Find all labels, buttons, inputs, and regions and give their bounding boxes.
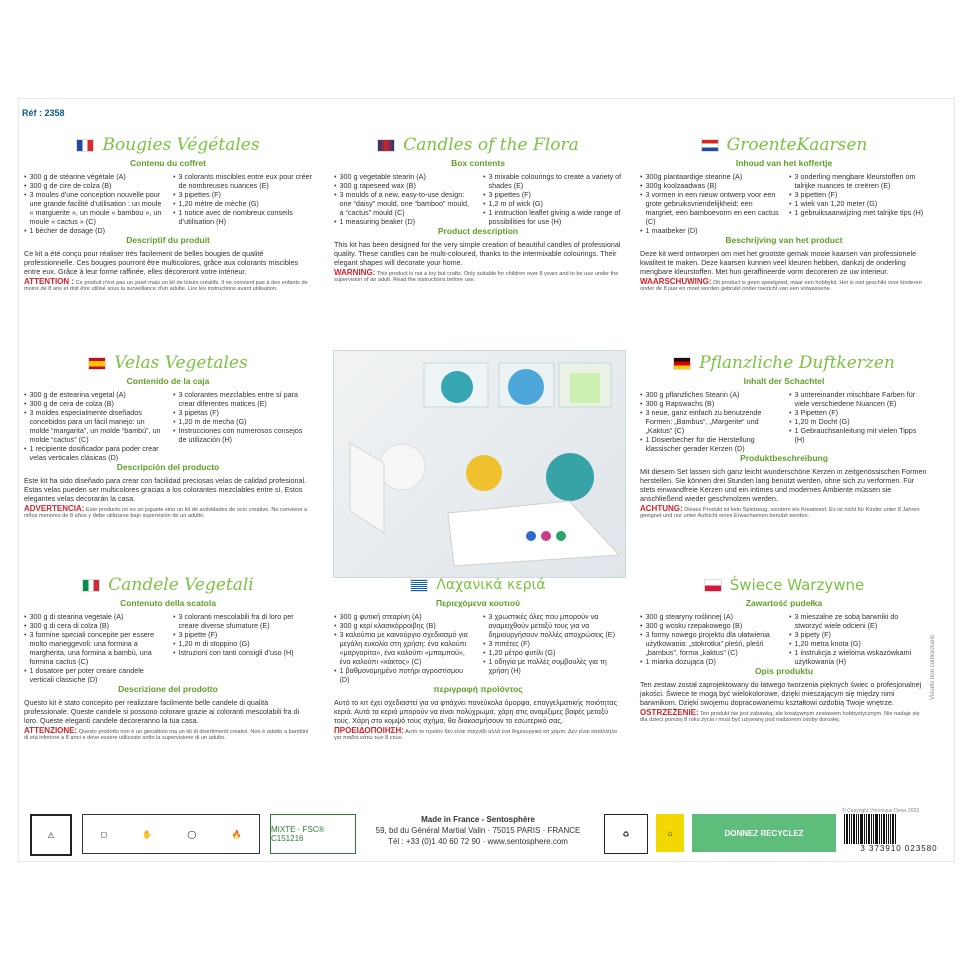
description-title: Descriptif du produit bbox=[126, 235, 210, 245]
list-item: • 3 colorantes mezclables entre sí para crear diferentes matices (E) bbox=[173, 390, 312, 408]
list-item: • 1,20 m Docht (G) bbox=[789, 417, 928, 426]
section-title: Candles of the Flora bbox=[403, 134, 579, 155]
list-item: • 1 gebruiksaanwijzing met talrijke tips (H) bbox=[789, 208, 928, 217]
description-title: περιγραφή προϊόντος bbox=[433, 684, 523, 694]
list-item: • 1 wiek van 1,20 meter (G) bbox=[789, 199, 928, 208]
list-item: • 1 Dosierbecher für die Herstellung klassischer gerader Kerzen (D) bbox=[640, 435, 779, 453]
warning-text: Dit product is geen speelgoed, maar een hobbykit. Het is niet geschikt voor kinderen onder de 8 jaar en moet worden gebruikt onder toezicht van een volwassene. bbox=[640, 280, 922, 293]
warning-label: ACHTUNG: bbox=[640, 504, 683, 513]
list-item: • 1,20 mètre de mèche (G) bbox=[173, 199, 312, 208]
fire-icon: 🔥 bbox=[231, 829, 242, 839]
section-title: Velas Vegetales bbox=[114, 352, 248, 373]
warning bbox=[640, 279, 928, 293]
list-item: • 3 untereinander mischbare Farben für viele verschiedene Nuancen (E) bbox=[789, 390, 928, 408]
section-fr bbox=[24, 132, 312, 296]
list-item: • Istruzioni con tanti consigli d’uso (H) bbox=[173, 648, 312, 657]
list-item: • 3 moulds of a new, easy-to-use design: one “daisy” mould, one “bamboo” mould, a “cactus” mould (C) bbox=[334, 190, 473, 217]
section-subtitle: Inhalt der Schachtel bbox=[743, 376, 825, 386]
list-item: • 3 moules d’une conception nouvelle pour une grande facilité d’utilisation : un moule « marguerite », un moule « bambou », un moule « cactus » (C) bbox=[24, 190, 163, 226]
warning-label: ΠΡΟΕΙΔΟΠΟΙΗΣΗ: bbox=[334, 726, 404, 735]
description-title: Descripción del producto bbox=[116, 462, 220, 472]
list-item: • 300 g de cera de colza (B) bbox=[24, 399, 163, 408]
list-item: • 300 g di cera di colza (B) bbox=[24, 621, 163, 630]
description-text: Ten zestaw został zaprojektowany do łatwego tworzenia pięknych świec o profesjonalnej jakości. Świece te mogą być wielokolorowe, dzięki mieszającym się między nimi barwnikom. Dzięki swojemu dopracowanemu kształtowi ozdobią Twoje wnętrze. bbox=[640, 680, 922, 707]
warning bbox=[640, 506, 928, 520]
list-item: • 300 g vegetable stearin (A) bbox=[334, 172, 473, 181]
list-item: • 3 formy nowego projektu dla ułatwienia użytkowania: „stokrotka” pleśń, pleśń „bambus”, forma „kaktus” (C) bbox=[640, 630, 779, 657]
section-title: Pflanzliche Duftkerzen bbox=[699, 352, 895, 373]
list-item: • 300 g di stearina vegetale (A) bbox=[24, 612, 163, 621]
fsc-badge: MIXTE · FSC® C151216 bbox=[270, 814, 356, 854]
list-item: • 300g koolzaadwas (B) bbox=[640, 181, 779, 190]
recycle-icon: ♻ bbox=[604, 814, 648, 854]
footer bbox=[26, 814, 956, 860]
list-item: • 3 mixable colourings to create a variety of shades (E) bbox=[483, 172, 622, 190]
gloves-icon: ✋ bbox=[142, 829, 153, 839]
description-title: Product description bbox=[437, 226, 519, 236]
list-item: • 300 g wosku rzepakowego (B) bbox=[640, 621, 779, 630]
barcode bbox=[844, 814, 954, 856]
flag-fr-icon bbox=[76, 139, 94, 152]
warning-label: ADVERTENCIA: bbox=[24, 504, 85, 513]
section-subtitle: Contenido de la caja bbox=[126, 376, 210, 386]
list-item: • 3 pipetten (F) bbox=[789, 190, 928, 199]
warning-label: ATTENTION : bbox=[24, 277, 75, 286]
flag-gr-icon bbox=[410, 579, 428, 592]
list-item: • 1,2 m of wick (G) bbox=[483, 199, 622, 208]
list-item: • 3 vormen in een nieuw ontwerp voor een grote gebruiksvriendelijkheid: een margriet, een bamboevorm en een cactus (C) bbox=[640, 190, 779, 226]
description-title: Descrizione del prodotto bbox=[118, 684, 218, 694]
barcode-bars bbox=[844, 814, 954, 844]
list-item: • 1,20 μέτρο φυτίλι (G) bbox=[483, 648, 622, 657]
description-text: Αυτό το κιτ έχει σχεδιαστεί για να φτιάχνει πανεύκολα όμορφα, επαγγελματικής ποιότητας κεριά. Αυτά τα κεριά μπορούν να είναι πολύχρωμα, χάρη στις αναμίξιμες βαφές μεταξύ τους. Χάρη στο κομψό τους σχήμα, θα διακοσμήσουν το εσωτερικό σας. bbox=[334, 698, 618, 725]
list-item: • 1 dosatore per poter creare candele verticali classiche (D) bbox=[24, 666, 163, 684]
list-item: • 1,20 m di stoppino (G) bbox=[173, 639, 312, 648]
list-item: • 3 onderling mengbare kleurstoffen om talrijke nuances te creëren (E) bbox=[789, 172, 928, 190]
warning bbox=[334, 270, 622, 284]
list-item: • 300 g pflanzliches Stearin (A) bbox=[640, 390, 779, 399]
list-item: • 3 πιπέτες (F) bbox=[483, 639, 622, 648]
list-item: • 300 g Rapswachs (B) bbox=[640, 399, 779, 408]
section-title: GroenteKaarsen bbox=[726, 134, 868, 155]
list-item: • 3 pipettes (F) bbox=[483, 190, 622, 199]
section-subtitle: Box contents bbox=[451, 158, 505, 168]
list-item: • 300 g de estearina vegetal (A) bbox=[24, 390, 163, 399]
section-subtitle: Zawartość pudełka bbox=[745, 598, 823, 608]
company-info bbox=[368, 814, 588, 852]
list-item: • 300 g de cire de colza (B) bbox=[24, 181, 163, 190]
flag-de-icon bbox=[673, 357, 691, 370]
section-de bbox=[640, 350, 928, 523]
list-item: • 3 pipettes (F) bbox=[173, 190, 312, 199]
section-title: Λαχανικά κεριά bbox=[436, 576, 546, 593]
section-it bbox=[24, 572, 312, 745]
warning-text: Αυτό το προϊόν δεν είναι παιχνίδι αλλά ένα δημιουργικό κιτ χόμπι. Δεν είναι κατάλληλο για παιδιά κάτω των 8 ετών. bbox=[334, 729, 618, 742]
flag-it-icon bbox=[82, 579, 100, 592]
flag-uk-icon bbox=[377, 139, 395, 152]
warning-text: Ten produkt nie jest zabawką, ale kreatywnym zestawem hobbystycznym. Nie nadaje się dla dzieci poniżej 8 roku życia i musi być używany pod nadzorem osoby dorosłej. bbox=[640, 711, 920, 724]
section-subtitle: Περιεχόμενα κουτιού bbox=[435, 598, 521, 608]
address: 59, bd du Général Martial Valin · 75015 PARIS · FRANCE bbox=[375, 826, 581, 835]
warning-text: Questo prodotto non è un giocattolo ma un kit di divertimenti creativi. Non è adatto a bambini di età inferiore a 8 anni e deve essere utilizzato sotto la supervisione di un adulto. bbox=[24, 729, 309, 742]
reference-number: Réf : 2358 bbox=[22, 108, 65, 118]
triman-icon: ⌂ bbox=[656, 814, 684, 852]
barcode-number: 3 373910 023580 bbox=[860, 844, 938, 853]
list-item: • 300g plantaardige stearine (A) bbox=[640, 172, 779, 181]
list-item: • 1 recipiente dosificador para poder crear velas verticales clásicas (D) bbox=[24, 444, 163, 462]
list-item: • 1 βαθμονομημένο ποτήρι αγροστίσμου (D) bbox=[334, 666, 473, 684]
description-title: Opis produktu bbox=[754, 666, 814, 676]
warning-label: OSTRZEŻENIE: bbox=[640, 708, 699, 717]
safety-icons bbox=[82, 814, 260, 854]
side-note: Visuels non contractuels bbox=[930, 635, 936, 700]
list-item: • 300 g φυτική στεαρίνη (A) bbox=[334, 612, 473, 621]
list-item: • 3 moldes especialmente diseñados concebidos para un fácil manejo: un molde “margarita”, un molde “bambú”, un molde “cactus” (C) bbox=[24, 408, 163, 444]
list-item: • 3 pipette (F) bbox=[173, 630, 312, 639]
list-item: • 3 καλούπια με καινούργιο σχεδιασμό για μεγάλη ευκολία στη χρήση: ένα καλούπι «μαργαρίτα», ένα καλούπι «μπαμπού», ένα καλούπι «κάκτος» (C) bbox=[334, 630, 473, 666]
made-in-france: Made in France - Sentosphère bbox=[421, 815, 535, 824]
description-title: Produktbeschreibung bbox=[740, 453, 828, 463]
flag-es-icon bbox=[88, 357, 106, 370]
list-item: • 300 g rapeseed wax (B) bbox=[334, 181, 473, 190]
list-item: • 1 miarka dozująca (D) bbox=[640, 657, 779, 666]
list-item: • 3 pipetas (F) bbox=[173, 408, 312, 417]
copyright: © Copyright Véronique Deiss 2023 bbox=[842, 808, 920, 814]
description-text: Mit diesem Set lassen sich ganz leicht wunderschöne Kerzen in zeitgenössischen Formen herstellen. Sie können drei Stunden lang benutzt werden, ohne sich zu verformen. Für stets einwandfreie Kerzen und ein intimes und modernes Ambiente müssen sie anschließend wieder geschmolzen werden. bbox=[640, 467, 927, 503]
description-text: Este kit ha sido diseñado para crear con facilidad preciosas velas de calidad profesional. Estas velas pueden ser multicolores gracias a los colorantes mezclables entre sí. Estos elegantes velas decorarán la casa. bbox=[24, 476, 307, 503]
list-item: • 3 neue, ganz einfach zu benutzende Formen: „Bambus“, „Margerite“ und „Kaktus“ (C) bbox=[640, 408, 779, 435]
list-item: • 1 οδηγία με πολλές συμβουλές για τη χρήση (H) bbox=[483, 657, 622, 675]
list-item: • 3 pipety (F) bbox=[789, 630, 928, 639]
list-item: • 1 Gebrauchsanleitung mit vielen Tipps (H) bbox=[789, 426, 928, 444]
section-title: Candele Vegetali bbox=[108, 574, 254, 595]
section-gr bbox=[334, 572, 622, 745]
warning-text: Ce produit n'est pas un jouet mais un kit de loisirs créatifs. Il ne convient pas à des enfants de moins de 8 ans et doit être utilisé sous la surveillance d'un adulte. Lire les instructions avant utilisation. bbox=[24, 280, 308, 293]
list-item: • 1 instruction leaflet giving a wide range of possibilities for use (H) bbox=[483, 208, 622, 226]
list-item: • 3 colorants miscibles entre eux pour créer de nombreuses nuances (E) bbox=[173, 172, 312, 190]
list-item: • 300 g κερί κλασικόρροιβης (B) bbox=[334, 621, 473, 630]
list-item: • 3 Pipetten (F) bbox=[789, 408, 928, 417]
warning-text: Dieses Produkt ist kein Spielzeug, sondern ein Kreativset. Es ist nicht für Kinder unter 8 Jahren geeignet und nur unter Aufsicht eines Erwachsenen benutzt werden. bbox=[640, 507, 920, 520]
warning bbox=[24, 279, 312, 293]
warning-label: WARNING: bbox=[334, 268, 376, 277]
warning-text: Este producto no es un juguete sino un kit de actividades de ocio creativo. No conviene a niños menores de 8 años y debe utilizarse bajo supervisión de un adulto. bbox=[24, 507, 308, 520]
list-item: • 1,20 m de mecha (G) bbox=[173, 417, 312, 426]
list-item: • 3 mieszalne ze sobą barwniki do stworzyć wiele odcieni (E) bbox=[789, 612, 928, 630]
list-item: • 1,20 metra knota (G) bbox=[789, 639, 928, 648]
warning bbox=[334, 728, 622, 742]
section-en bbox=[334, 132, 622, 287]
list-item: • Instrucciones con numerosos consejos de utilización (H) bbox=[173, 426, 312, 444]
child-icon: ◻ bbox=[100, 829, 108, 839]
warning-label: WAARSCHUWING: bbox=[640, 277, 712, 286]
warning bbox=[640, 710, 928, 724]
section-subtitle: Contenuto della scatola bbox=[120, 598, 216, 608]
product-photo bbox=[333, 350, 626, 578]
warning bbox=[24, 728, 312, 742]
list-item: • 1 maatbeker (D) bbox=[640, 226, 779, 235]
warning bbox=[24, 506, 312, 520]
description-text: This kit has been designed for the very simple creation of beautiful candles of professional quality. These candles can be multi-coloured, thanks to the intermixable colourings. Their elegant shapes will decorate your home. bbox=[334, 240, 621, 267]
description-title: Beschrijving van het product bbox=[725, 235, 843, 245]
contact: Tél : +33 (0)1 40 60 72 90 · www.sentosphere.com bbox=[388, 837, 568, 846]
description-text: Questo kit è stato concepito per realizzare facilmente belle candele di qualità professionale. Queste candele si possono colorare grazie ai coloranti mescolabili fra di loro. Queste eleganti candele decoreranno la tua casa. bbox=[24, 698, 300, 725]
list-item: • 3 χρωστικές όλες που μπορούν να αναμειχθούν μεταξύ τους για να δημιουργήσουν πολλές αποχρώσεις (E) bbox=[483, 612, 622, 639]
list-item: • 300 g de stéarine végétale (A) bbox=[24, 172, 163, 181]
description-text: Ce kit a été conçu pour réaliser très facilement de belles bougies de qualité professionnelle. Ces bougies pourront être multicolores, grâce aux colorants miscibles entre eux. Grâce à leur forme raffinée, elles décoreront votre intérieur. bbox=[24, 249, 299, 276]
flag-pl-icon bbox=[704, 579, 722, 592]
warning-icon: ⚠ bbox=[30, 814, 72, 856]
section-pl bbox=[640, 572, 928, 727]
goggles-icon: ◯ bbox=[187, 829, 197, 839]
description-text: Deze kit werd ontworpen om met het grootste gemak mooie kaarsen van professionele kwaliteit te maken. Deze kaarsen kunnen veel kleuren hebben, dankzij de onderling mengbare kleurstoffen. Met hun geraffineerde vorm decoreren ze uw interieur. bbox=[640, 249, 917, 276]
section-subtitle: Inhoud van het koffertje bbox=[735, 158, 833, 168]
section-es bbox=[24, 350, 312, 523]
list-item: • 1 notice avec de nombreux conseils d’utilisation (H) bbox=[173, 208, 312, 226]
list-item: • 1 instrukcja z wieloma wskazówkami użytkowania (H) bbox=[789, 648, 928, 666]
list-item: • 300 g stearyny roślinnej (A) bbox=[640, 612, 779, 621]
list-item: • 1 measuring beaker (D) bbox=[334, 217, 473, 226]
section-subtitle: Contenu du coffret bbox=[129, 158, 207, 168]
list-item: • 1 bécher de dosage (D) bbox=[24, 226, 163, 235]
flag-nl-icon bbox=[701, 139, 719, 152]
warning-text: This product is not a toy but crafts. Only suitable for children over 8 years and to be use under the supervision of an adult. Read the instructions before use. bbox=[334, 271, 619, 284]
recycling-badge: DONNEZ RECYCLEZ bbox=[692, 814, 836, 852]
list-item: • 3 coloranti mescolabili fra di loro per creare diverse sfumature (E) bbox=[173, 612, 312, 630]
list-item: • 3 formine speciali concepite per essere molto maneggevoli: una formina a margherita, una formina a bambù, una formina cactus (C) bbox=[24, 630, 163, 666]
section-title: Świece Warzywne bbox=[729, 575, 865, 594]
section-nl bbox=[640, 132, 928, 296]
warning-label: ATTENZIONE: bbox=[24, 726, 78, 735]
section-title: Bougies Végétales bbox=[102, 134, 260, 155]
